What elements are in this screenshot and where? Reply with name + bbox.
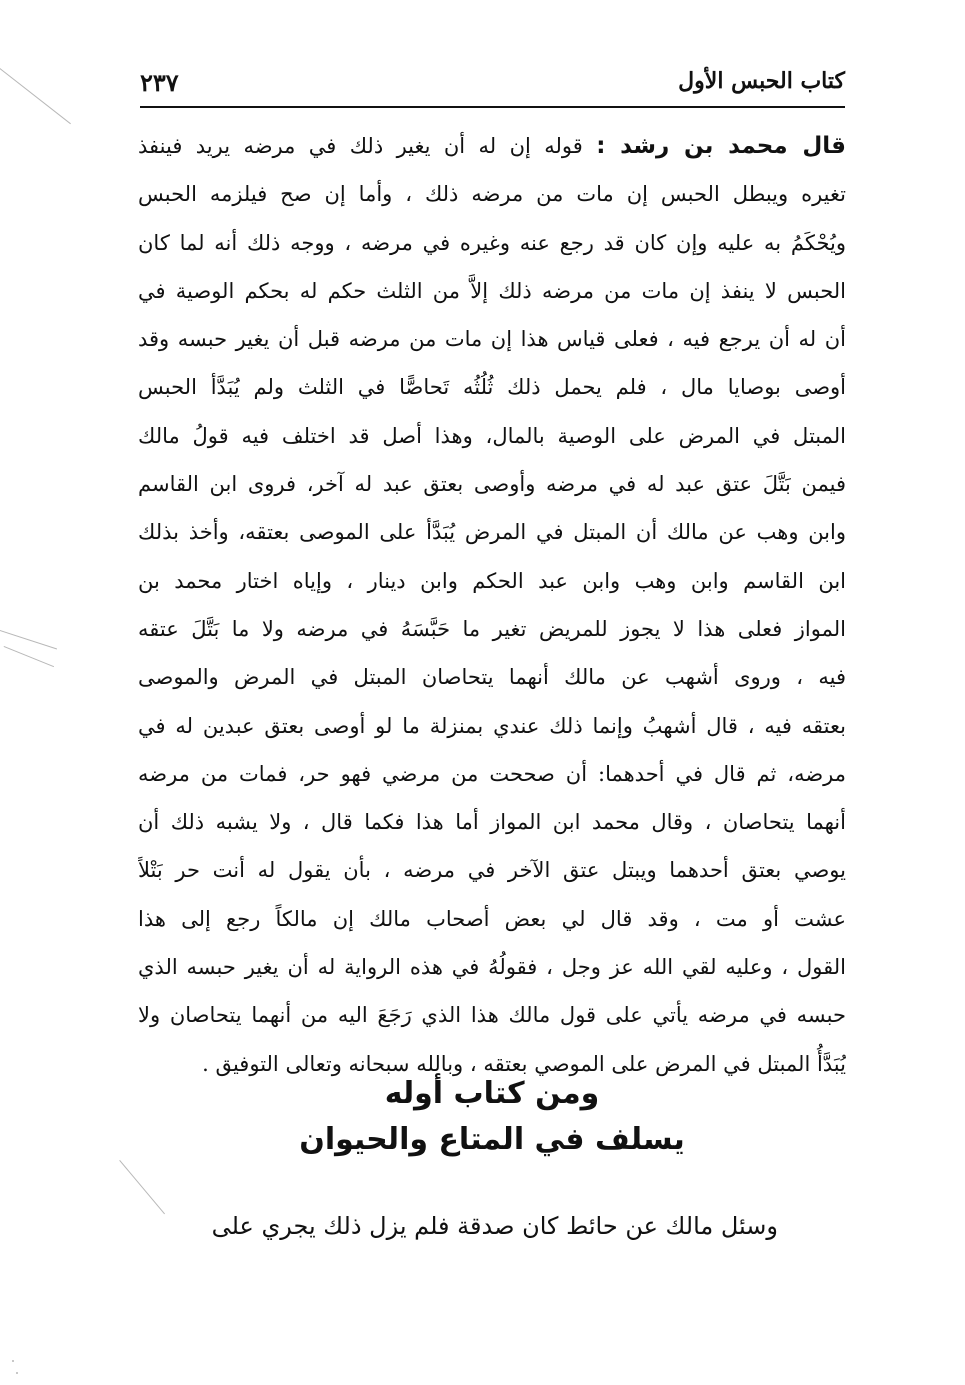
text-line: فيه ، وروى أشهب عن مالك أنهما يتحاصان المبتل في المرض والموصى [138, 665, 846, 690]
text-line: يوصي بعتق أحدهما ويبتل عتق الآخر في مرضه ، بأن يقول له أنت حر بَتْلاً [138, 858, 846, 883]
text-line: أن له أن يرجع فيه ، فعلى قياس هذا إن مات من مرضه قبل أن يغير حبسه وقد [138, 327, 846, 352]
scan-artifact-line [4, 646, 54, 667]
scan-artifact-line [0, 68, 71, 124]
text-line [138, 122, 846, 170]
text-line: ويُحْكَمُ به عليه وإن كان قد رجع عنه وغيره في مرضه ، ووجه ذلك أنه لما كان [138, 230, 846, 255]
text-line: بعتقه فيه ، قال أشهبُ وإنما ذلك عندي بمنزلة ما لو أوصى بعتق عبدين له في [138, 713, 846, 738]
scan-artifact-line [0, 630, 57, 649]
text-line: المواز فعلى هذا لا يجوز للمريض تغير ما حَبَّسَهُ في مرضه ولا ما بَتَّلَ عتقه [138, 616, 846, 641]
page-number: ٢٣٧ [140, 68, 179, 97]
text-line: القول ، وعليه لقي الله عز وجل ، فقولُهُ في هذه الرواية له أن يغير حبسه الذي [138, 955, 846, 980]
text-line: حبسه في مرضه يأتي على قول مالك هذا الذي رَجَعَ اليه من أنهما يتحاصان ولا [138, 1003, 846, 1028]
scan-artifact-dot [12, 1360, 14, 1362]
line-text: قوله إن له أن يغير ذلك في مرضه يريد فينفذ [138, 134, 583, 158]
text-line: وابن وهب عن مالك أن المبتل في المرض يُبَدَّأ على الموصى بعتقه، وأخذ بذلك [138, 520, 846, 545]
text-line-last: يُبَدَّأُ المبتل في المرض على الموصي بعتقه ، وبالله سبحانه وتعالى التوفيق . [202, 1051, 846, 1076]
text-line: ابن القاسم وابن وهب وابن عبد الحكم وابن دينار ، وإياه اختار محمد بن [138, 568, 846, 593]
text-line: فيمن بَتَّلَ عتق عبد له في مرضه وأوصى بعتق عبد له آخر، فروى ابن القاسم [138, 472, 846, 497]
body-text [138, 122, 846, 1088]
text-line: الحبس لا ينفذ إن مات من مرضه ذلك إلاَّ من الثلث حكم له بحكم الوصية في [138, 278, 846, 303]
header-rule [140, 106, 845, 108]
scan-artifact-dot [16, 1372, 18, 1374]
text-line: أنهما يتحاصان ، وقال محمد ابن المواز أما هذا فكما قال ، ولا يشبه ذلك أن [138, 810, 846, 835]
lead-phrase: قال محمد بن رشد : [596, 133, 846, 159]
section-heading-line-1: ومن كتاب أوله [384, 1076, 600, 1111]
text-line: عشت أو مت ، وقد قال لي بعض أصحاب مالك إن مالكاً رجع إلى هذا [138, 906, 846, 931]
text-line: أوصى بوصايا مال ، فلم يحمل ذلك ثُلُثُه تَحاصًّا في الثلث ولم يُبَدَّأ الحبس [138, 375, 846, 400]
next-section-first-line: وسئل مالك عن حائط كان صدقة فلم يزل ذلك يجري على [211, 1212, 778, 1240]
running-title: كتاب الحبس الأول [678, 68, 845, 94]
page-header [140, 60, 845, 108]
scan-artifact-line [119, 1160, 165, 1214]
section-heading-line-2: يسلف في المتاع والحيوان [299, 1122, 685, 1157]
text-line: مرضه، ثم قال في أحدهما: أن صححت من مرضي فهو حر، فمات من مرضه [138, 761, 846, 786]
text-line: تغيره ويبطل الحبس إن مات من مرضه ذلك ، وأما إن صح فيلزمه الحبس [138, 182, 846, 207]
text-line: المبتل في المرض على الوصية بالمال، وهذا أصل قد اختلف فيه قولُ مالك [138, 423, 846, 448]
